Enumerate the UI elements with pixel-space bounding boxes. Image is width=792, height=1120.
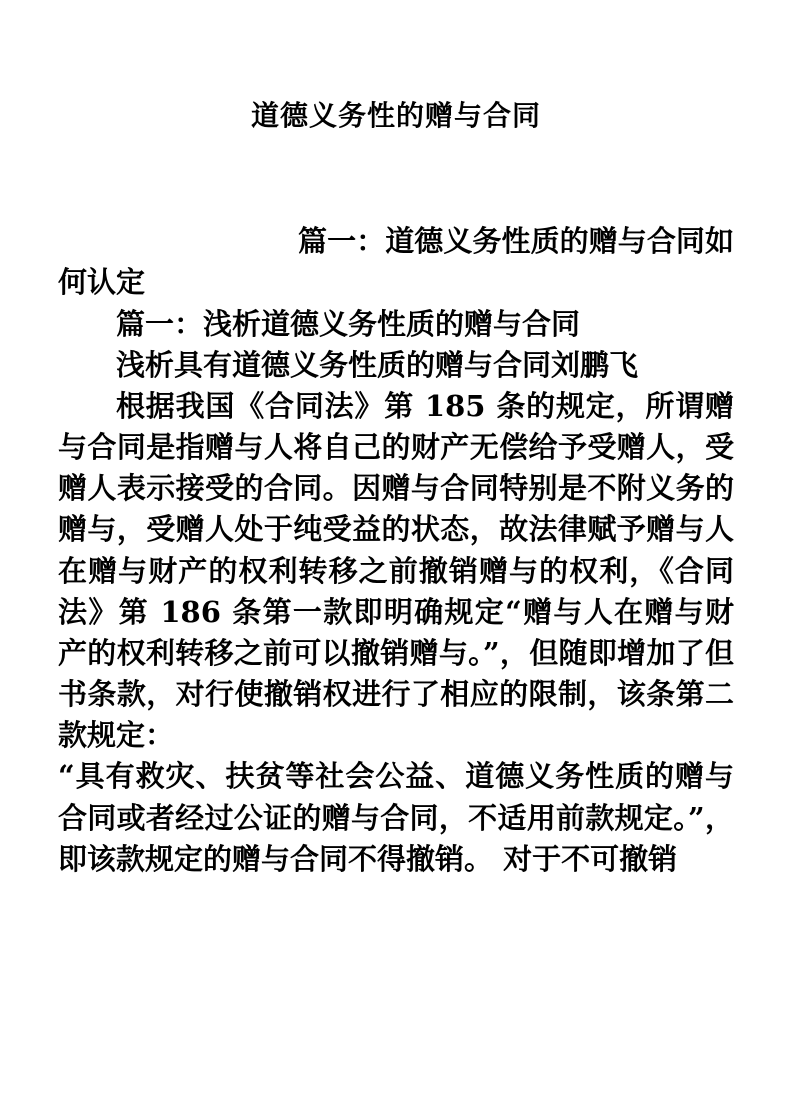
paragraph-3: 浅析具有道德义务性质的赠与合同刘鹏飞: [116, 347, 639, 382]
document-body: [0, 96, 792, 880]
paragraph-1: 篇一：道德义务性质的赠与合同如何认定: [58, 224, 734, 300]
page-title: 道德义务性的赠与合同: [250, 99, 541, 132]
paragraph-2: 篇一：浅析道德义务性质的赠与合同: [116, 306, 581, 341]
paragraph-4: 根据我国《合同法》第 185 条的规定，所谓赠与合同是指赠与人将自己的财产无偿给予受赠人，受赠人表示接受的合同。因赠与合同特别是不附义务的赠与，受赠人处于纯受益的状态，故法律赋予赠与人在赠与财产的权利转移之前撤销赠与的权利，《合同法》第 186 条第一款即明确规定“赠与人在赠与财产的权利转移之前可以撤销赠与。”，但随即增加了但书条款，对行使撤销权进行了相应的限制，该条第二款规定：: [58, 388, 734, 753]
paragraph-5: “具有救灾、扶贫等社会公益、道德义务性质的赠与合同或者经过公证的赠与合同，不适用前款规定。”，即该款规定的赠与合同不得撤销。 对于不可撤销: [58, 759, 734, 876]
title-spacer: [58, 135, 734, 221]
